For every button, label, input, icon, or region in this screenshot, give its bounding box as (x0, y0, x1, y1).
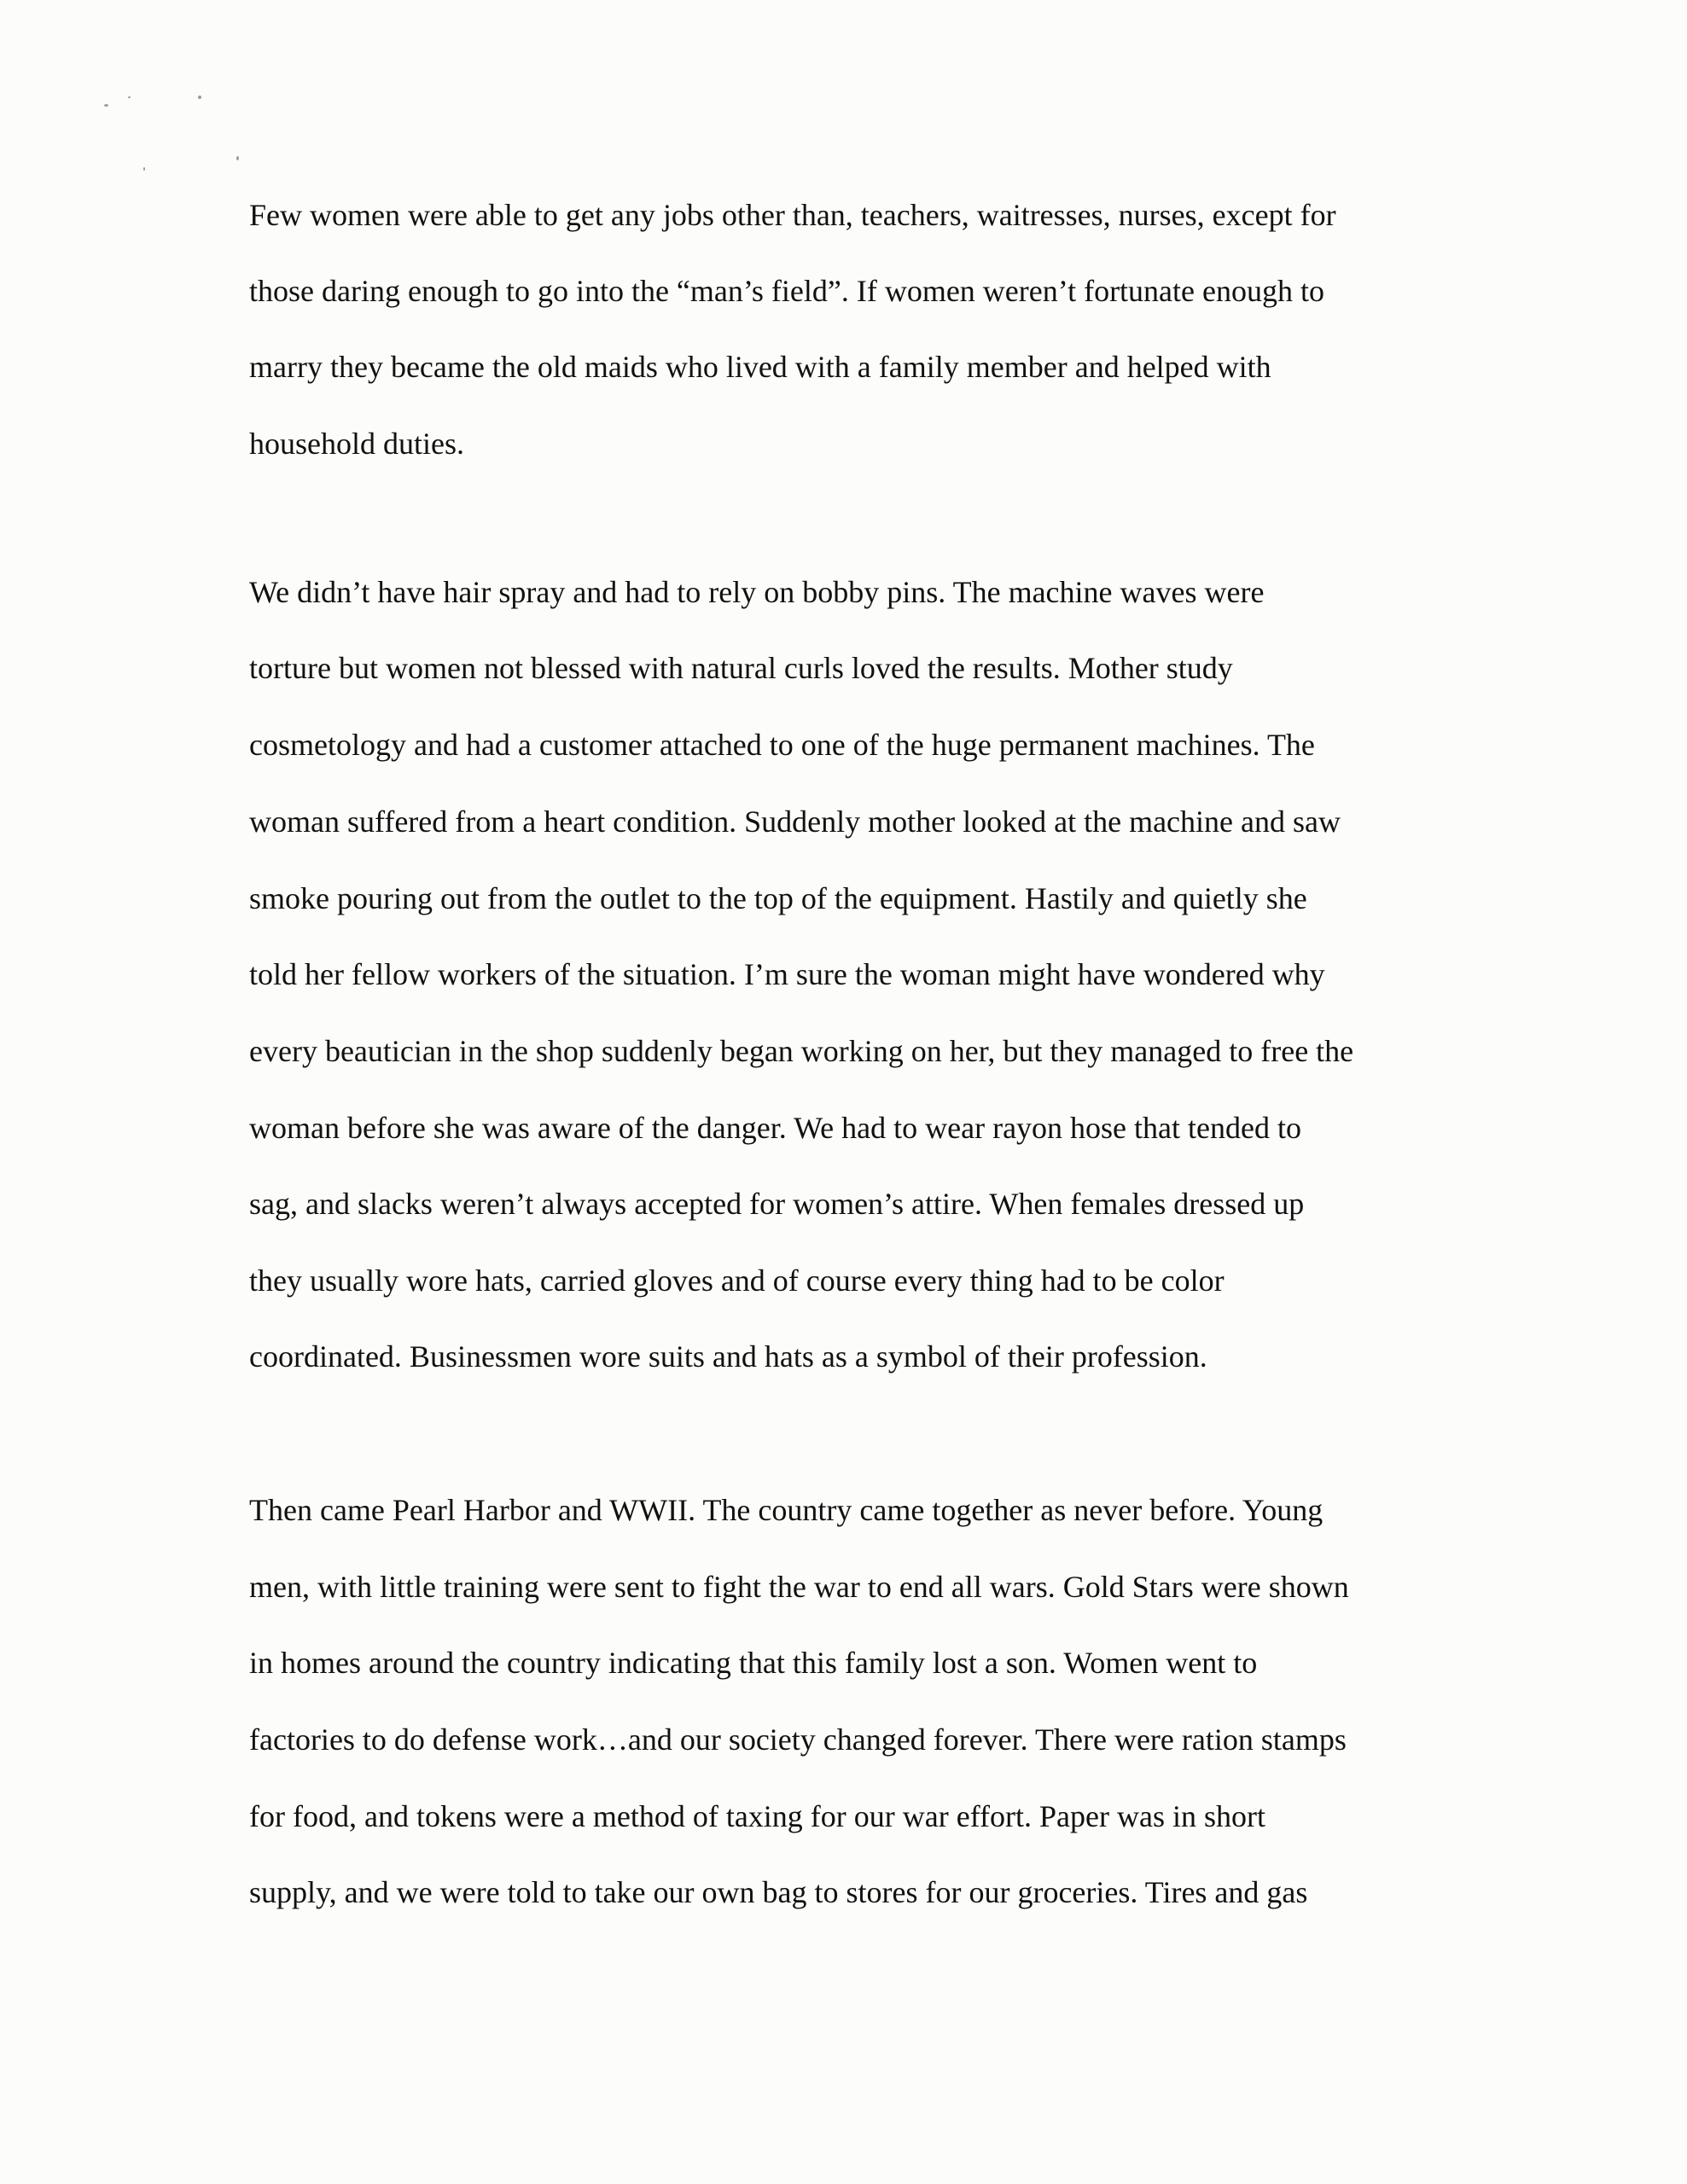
paragraph-line: cosmetology and had a customer attached to one of the huge permanent machines. The (249, 728, 1315, 762)
paragraph-line: factories to do defense work…and our society changed forever. There were ration stamps (249, 1722, 1347, 1757)
paragraph-line: told her fellow workers of the situation. I’m sure the woman might have wondered why (249, 957, 1325, 991)
paragraph-line: they usually wore hats, carried gloves and of course every thing had to be color (249, 1263, 1225, 1298)
scan-speck (104, 104, 108, 107)
paragraph-line: woman before she was aware of the danger. We had to wear rayon hose that tended to (249, 1111, 1301, 1145)
paragraph-line: woman suffered from a heart condition. Suddenly mother looked at the machine and saw (249, 804, 1341, 839)
scan-speck (128, 96, 131, 98)
paragraph-line: Then came Pearl Harbor and WWII. The country came together as never before. Young (249, 1493, 1323, 1527)
scan-speck (236, 156, 239, 160)
paragraph-line: marry they became the old maids who lived with a family member and helped with (249, 350, 1271, 384)
paragraph-line: household duties. (249, 427, 464, 461)
paragraph-line: those daring enough to go into the “man’s field”. If women weren’t fortunate enough to (249, 274, 1324, 308)
paragraph-line: coordinated. Businessmen wore suits and hats as a symbol of their profession. (249, 1339, 1207, 1374)
paragraph-line: We didn’t have hair spray and had to rely on bobby pins. The machine waves were (249, 575, 1265, 609)
paragraph-line: in homes around the country indicating that this family lost a son. Women went to (249, 1646, 1258, 1680)
paragraph-line: supply, and we were told to take our own bag to stores for our groceries. Tires and gas (249, 1875, 1308, 1909)
paragraph-line: smoke pouring out from the outlet to the top of the equipment. Hastily and quietly she (249, 881, 1307, 915)
paragraph-line: torture but women not blessed with natural curls loved the results. Mother study (249, 651, 1233, 685)
paragraph-line: Few women were able to get any jobs other than, teachers, waitresses, nurses, except for (249, 198, 1336, 232)
scan-speck (198, 96, 201, 99)
paragraph-line: every beautician in the shop suddenly began working on her, but they managed to free the (249, 1034, 1354, 1068)
paragraph-line: for food, and tokens were a method of taxing for our war effort. Paper was in short (249, 1799, 1265, 1833)
paragraph-line: men, with little training were sent to fight the war to end all wars. Gold Stars were shown (249, 1570, 1349, 1604)
paragraph-line: sag, and slacks weren’t always accepted for women’s attire. When females dressed up (249, 1187, 1305, 1221)
scan-speck (143, 167, 145, 171)
